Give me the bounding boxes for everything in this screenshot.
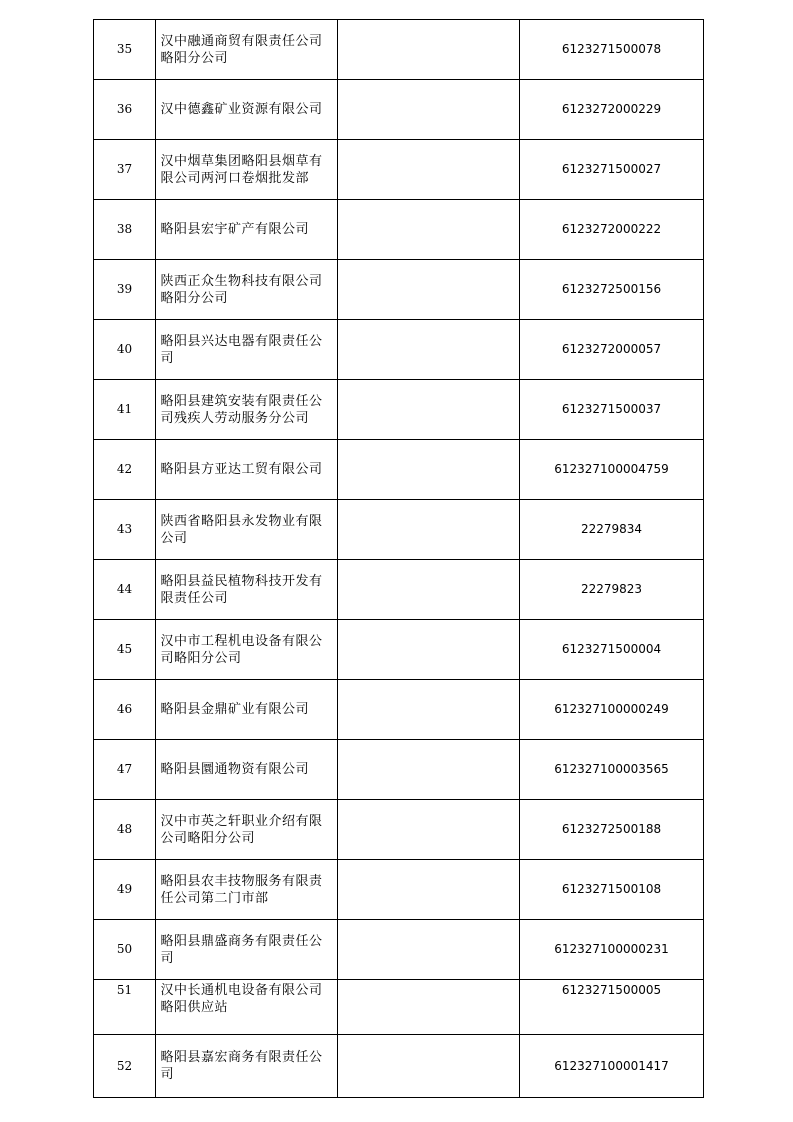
empty-cell — [338, 980, 520, 1035]
company-name-cell — [156, 620, 338, 680]
row-number: 47 — [94, 740, 156, 800]
company-name-cell — [156, 560, 338, 620]
table-row — [94, 140, 704, 200]
empty-cell — [338, 1035, 520, 1098]
table-row — [94, 800, 704, 860]
row-number: 52 — [94, 1035, 156, 1098]
registration-code: 6123272500156 — [520, 260, 704, 320]
row-number: 38 — [94, 200, 156, 260]
company-name-cell — [156, 380, 338, 440]
company-name: 略阳县嘉宏商务有限责任公司 — [160, 1050, 323, 1082]
company-name-cell — [156, 200, 338, 260]
row-number: 42 — [94, 440, 156, 500]
empty-cell — [338, 380, 520, 440]
empty-cell — [338, 500, 520, 560]
row-number: 41 — [94, 380, 156, 440]
company-name: 汉中融通商贸有限责任公司略阳分公司 — [160, 33, 323, 66]
company-name-cell — [156, 800, 338, 860]
empty-cell — [338, 260, 520, 320]
row-number: 51 — [94, 980, 156, 1035]
registration-code: 6123271500037 — [520, 380, 704, 440]
empty-cell — [338, 440, 520, 500]
company-name: 汉中长通机电设备有限公司略阳供应站 — [160, 983, 323, 1015]
row-number: 39 — [94, 260, 156, 320]
company-name: 汉中市工程机电设备有限公司略阳分公司 — [160, 633, 323, 666]
company-name: 略阳县农丰技物服务有限责任公司第二门市部 — [160, 873, 323, 906]
company-name: 汉中烟草集团略阳县烟草有限公司两河口卷烟批发部 — [160, 153, 323, 186]
registration-code: 6123271500108 — [520, 860, 704, 920]
empty-cell — [338, 200, 520, 260]
empty-cell — [338, 320, 520, 380]
registration-code: 6123272000057 — [520, 320, 704, 380]
empty-cell — [338, 740, 520, 800]
row-number: 49 — [94, 860, 156, 920]
row-number: 45 — [94, 620, 156, 680]
registration-code: 612327100000231 — [520, 920, 704, 980]
company-name: 略阳县兴达电器有限责任公司 — [160, 333, 323, 366]
empty-cell — [338, 80, 520, 140]
table-row — [94, 1035, 704, 1098]
company-name-cell — [156, 1035, 338, 1098]
table-row — [94, 920, 704, 980]
row-number: 44 — [94, 560, 156, 620]
table-row — [94, 200, 704, 260]
company-name-cell — [156, 20, 338, 80]
registration-code: 6123271500005 — [520, 980, 704, 1035]
company-name: 略阳县方亚达工贸有限公司 — [160, 462, 323, 477]
table-row — [94, 620, 704, 680]
row-number: 37 — [94, 140, 156, 200]
table-row — [94, 980, 704, 1035]
table-row — [94, 740, 704, 800]
table-row — [94, 560, 704, 620]
row-number: 40 — [94, 320, 156, 380]
company-name-cell — [156, 680, 338, 740]
company-name: 汉中市英之轩职业介绍有限公司略阳分公司 — [160, 813, 323, 846]
company-name: 陕西正众生物科技有限公司略阳分公司 — [160, 273, 323, 306]
registration-code: 22279823 — [520, 560, 704, 620]
row-number: 36 — [94, 80, 156, 140]
empty-cell — [338, 20, 520, 80]
company-name: 略阳县建筑安装有限责任公司残疾人劳动服务分公司 — [160, 393, 323, 426]
company-name: 陕西省略阳县永发物业有限公司 — [160, 513, 323, 546]
table-row — [94, 80, 704, 140]
row-number: 43 — [94, 500, 156, 560]
row-number: 48 — [94, 800, 156, 860]
company-name: 略阳县宏宇矿产有限公司 — [160, 222, 310, 237]
enterprise-table — [93, 19, 704, 1098]
table-row — [94, 440, 704, 500]
registration-code: 22279834 — [520, 500, 704, 560]
registration-code: 612327100001417 — [520, 1035, 704, 1098]
table-row — [94, 860, 704, 920]
company-name: 略阳县金鼎矿业有限公司 — [160, 702, 310, 717]
company-name: 汉中德鑫矿业资源有限公司 — [160, 102, 323, 117]
registration-code: 612327100003565 — [520, 740, 704, 800]
company-name-cell — [156, 140, 338, 200]
registration-code: 6123271500004 — [520, 620, 704, 680]
empty-cell — [338, 560, 520, 620]
row-number: 35 — [94, 20, 156, 80]
company-name-cell — [156, 860, 338, 920]
registration-code: 6123271500027 — [520, 140, 704, 200]
table-row — [94, 260, 704, 320]
empty-cell — [338, 620, 520, 680]
company-name: 略阳县圜通物资有限公司 — [160, 762, 310, 777]
table-row — [94, 680, 704, 740]
table-row — [94, 500, 704, 560]
company-name-cell — [156, 440, 338, 500]
company-name-cell — [156, 980, 338, 1035]
registration-code: 612327100004759 — [520, 440, 704, 500]
empty-cell — [338, 140, 520, 200]
registration-code: 6123271500078 — [520, 20, 704, 80]
registration-code: 6123272500188 — [520, 800, 704, 860]
company-name-cell — [156, 740, 338, 800]
empty-cell — [338, 680, 520, 740]
table-body — [94, 20, 704, 1098]
company-name: 略阳县益民植物科技开发有限责任公司 — [160, 573, 323, 606]
table-row — [94, 380, 704, 440]
row-number: 46 — [94, 680, 156, 740]
company-name-cell — [156, 920, 338, 980]
company-name-cell — [156, 260, 338, 320]
row-number: 50 — [94, 920, 156, 980]
company-name-cell — [156, 500, 338, 560]
company-name: 略阳县鼎盛商务有限责任公司 — [160, 933, 323, 966]
registration-code: 612327100000249 — [520, 680, 704, 740]
empty-cell — [338, 860, 520, 920]
empty-cell — [338, 800, 520, 860]
company-name-cell — [156, 320, 338, 380]
company-name-cell — [156, 80, 338, 140]
registration-code: 6123272000222 — [520, 200, 704, 260]
registration-code: 6123272000229 — [520, 80, 704, 140]
table-row — [94, 320, 704, 380]
table-row — [94, 20, 704, 80]
empty-cell — [338, 920, 520, 980]
